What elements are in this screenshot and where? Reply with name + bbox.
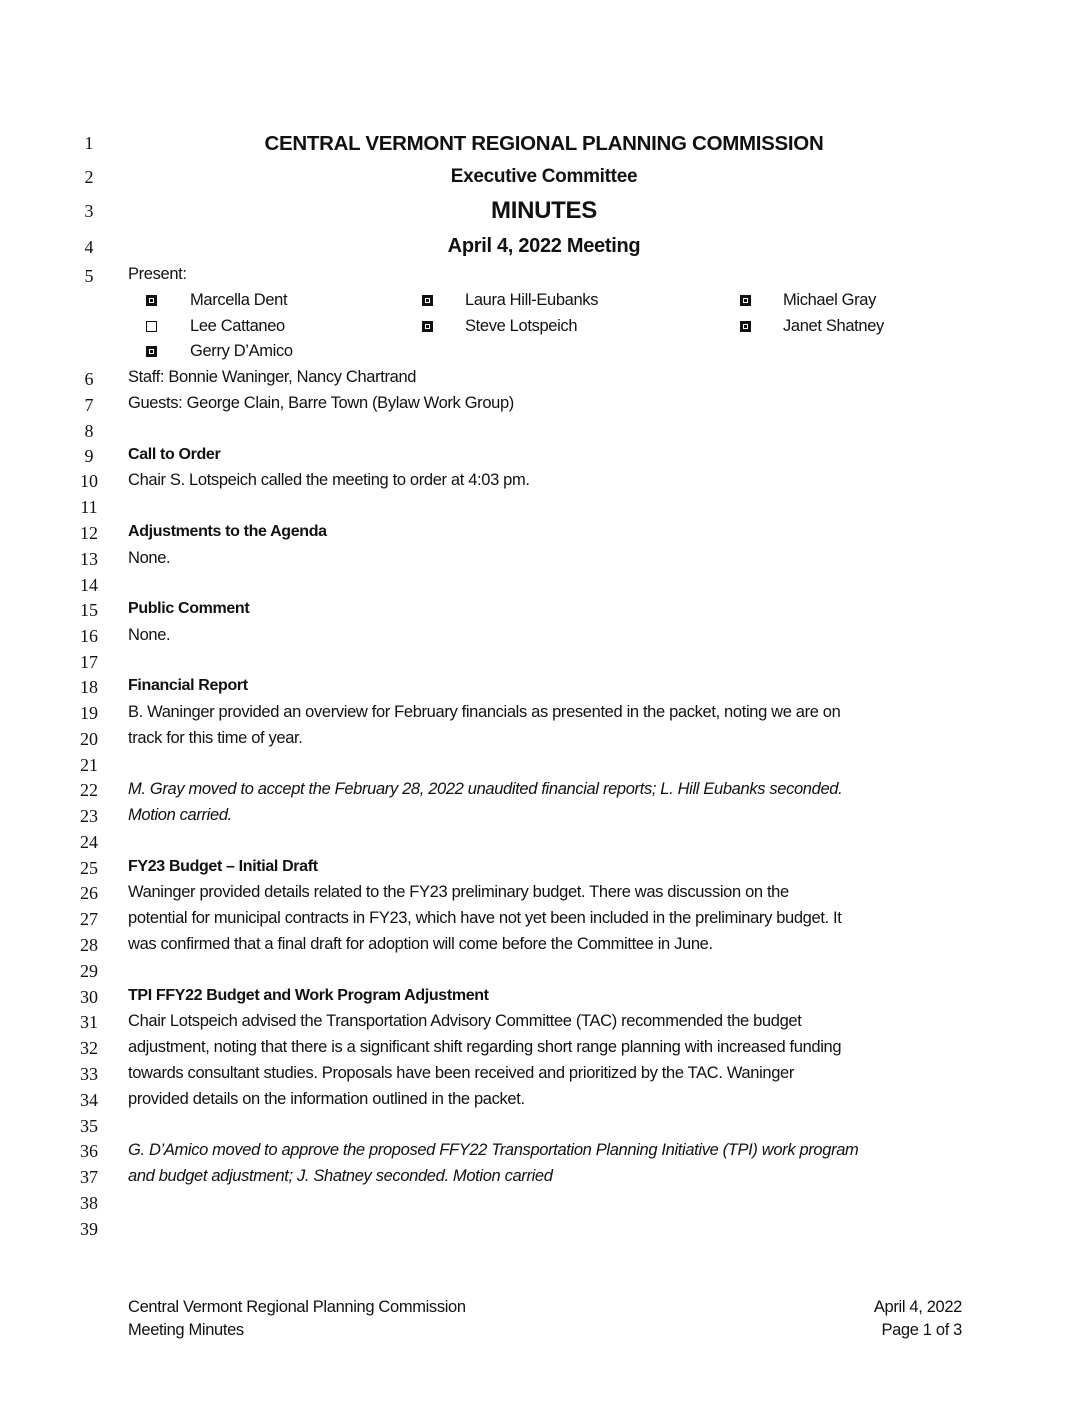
line-number: 8: [84, 421, 94, 441]
line-number: 1: [84, 133, 94, 153]
footer-date: April 4, 2022: [873, 1298, 962, 1316]
call-to-order-text: Chair S. Lotspeich called the meeting to order at 4:03 pm.: [128, 471, 530, 489]
line-number: 15: [80, 600, 98, 620]
document-type-title: MINUTES: [491, 197, 597, 224]
line-number: 34: [80, 1090, 98, 1110]
line-number: 22: [80, 780, 98, 800]
footer-organization: Central Vermont Regional Planning Commission: [128, 1298, 466, 1316]
committee-title: Executive Committee: [450, 166, 638, 187]
line-number: 35: [80, 1116, 98, 1136]
fy23-budget-text: potential for municipal contracts in FY23, which have not yet been included in the preliminary budget. It: [128, 909, 842, 927]
organization-title: CENTRAL VERMONT REGIONAL PLANNING COMMISSION: [264, 132, 824, 155]
line-number: 23: [80, 806, 98, 826]
footer-doc-type: Meeting Minutes: [128, 1321, 244, 1339]
line-number: 31: [80, 1012, 98, 1032]
fy23-budget-text: was confirmed that a final draft for adoption will come before the Committee in June.: [128, 935, 713, 953]
line-number: 12: [80, 523, 98, 543]
attendee-name: Gerry D’Amico: [190, 342, 293, 360]
line-number: 19: [80, 703, 98, 723]
attendance-checkbox: [422, 295, 433, 306]
line-number: 3: [84, 201, 94, 221]
line-number: 20: [80, 729, 98, 749]
attendee-name: Lee Cattaneo: [190, 317, 285, 335]
line-number: 14: [80, 575, 98, 595]
attendee-name: Marcella Dent: [190, 291, 288, 309]
line-number: 21: [80, 755, 98, 775]
line-number: 2: [84, 167, 94, 187]
line-number: 17: [80, 652, 98, 672]
section-heading-financial-report: Financial Report: [128, 677, 248, 694]
tpi-text: provided details on the information outlined in the packet.: [128, 1090, 525, 1108]
line-number: 27: [80, 909, 98, 929]
attendance-checkbox: [146, 346, 157, 357]
tpi-text: adjustment, noting that there is a significant shift regarding short range planning with increased funding: [128, 1038, 842, 1056]
line-number: 5: [84, 266, 94, 286]
tpi-motion-text: and budget adjustment; J. Shatney seconded. Motion carried: [128, 1167, 553, 1185]
line-number: 16: [80, 626, 98, 646]
attendee-name: Michael Gray: [783, 291, 876, 309]
attendee-name: Laura Hill-Eubanks: [465, 291, 599, 309]
attendee-name: Janet Shatney: [783, 317, 884, 335]
line-number: 26: [80, 883, 98, 903]
line-number: 37: [80, 1167, 98, 1187]
section-heading-tpi: TPI FFY22 Budget and Work Program Adjustment: [128, 987, 489, 1004]
line-number: 9: [84, 446, 94, 466]
tpi-motion-text: G. D’Amico moved to approve the proposed FFY22 Transportation Planning Initiative (TPI) work program: [128, 1141, 859, 1159]
public-comment-text: None.: [128, 626, 171, 644]
attendance-checkbox: [740, 295, 751, 306]
meeting-date-title: April 4, 2022 Meeting: [447, 235, 641, 257]
financial-motion-text: Motion carried.: [128, 806, 232, 824]
section-heading-public-comment: Public Comment: [128, 600, 250, 617]
staff-line: Staff: Bonnie Waninger, Nancy Chartrand: [128, 368, 417, 386]
line-number: 33: [80, 1064, 98, 1084]
line-number: 24: [80, 832, 98, 852]
line-number: 11: [80, 497, 98, 517]
line-number: 32: [80, 1038, 98, 1058]
section-heading-adjustments: Adjustments to the Agenda: [128, 523, 327, 540]
financial-report-text: track for this time of year.: [128, 729, 303, 747]
line-number: 28: [80, 935, 98, 955]
guests-line: Guests: George Clain, Barre Town (Bylaw Work Group): [128, 394, 514, 412]
line-number: 4: [84, 237, 94, 257]
tpi-text: Chair Lotspeich advised the Transportation Advisory Committee (TAC) recommended the budget: [128, 1012, 802, 1030]
line-number: 29: [80, 961, 98, 981]
attendance-checkbox: [740, 321, 751, 332]
financial-motion-text: M. Gray moved to accept the February 28, 2022 unaudited financial reports; L. Hill Eubanks seconded.: [128, 780, 843, 798]
fy23-budget-text: Waninger provided details related to the FY23 preliminary budget. There was discussion on the: [128, 883, 789, 901]
line-number: 36: [80, 1141, 98, 1161]
section-heading-fy23-budget: FY23 Budget – Initial Draft: [128, 858, 318, 875]
line-number: 10: [80, 471, 98, 491]
adjustments-text: None.: [128, 549, 171, 567]
section-heading-call-to-order: Call to Order: [128, 446, 221, 463]
line-number: 38: [80, 1193, 98, 1213]
line-number: 13: [80, 549, 98, 569]
line-number: 18: [80, 677, 98, 697]
present-label: Present:: [128, 265, 187, 283]
tpi-text: towards consultant studies. Proposals have been received and prioritized by the TAC. Waninger: [128, 1064, 795, 1082]
line-number: 30: [80, 987, 98, 1007]
line-number: 39: [80, 1219, 98, 1239]
line-number: 7: [84, 395, 94, 415]
attendance-checkbox: [422, 321, 433, 332]
attendance-checkbox: [146, 295, 157, 306]
financial-report-text: B. Waninger provided an overview for February financials as presented in the packet, noting we are on: [128, 703, 841, 721]
attendee-name: Steve Lotspeich: [465, 317, 578, 335]
line-number: 25: [80, 858, 98, 878]
attendance-checkbox: [146, 321, 157, 332]
line-number: 6: [84, 369, 94, 389]
footer-page-number: Page 1 of 3: [881, 1321, 962, 1339]
